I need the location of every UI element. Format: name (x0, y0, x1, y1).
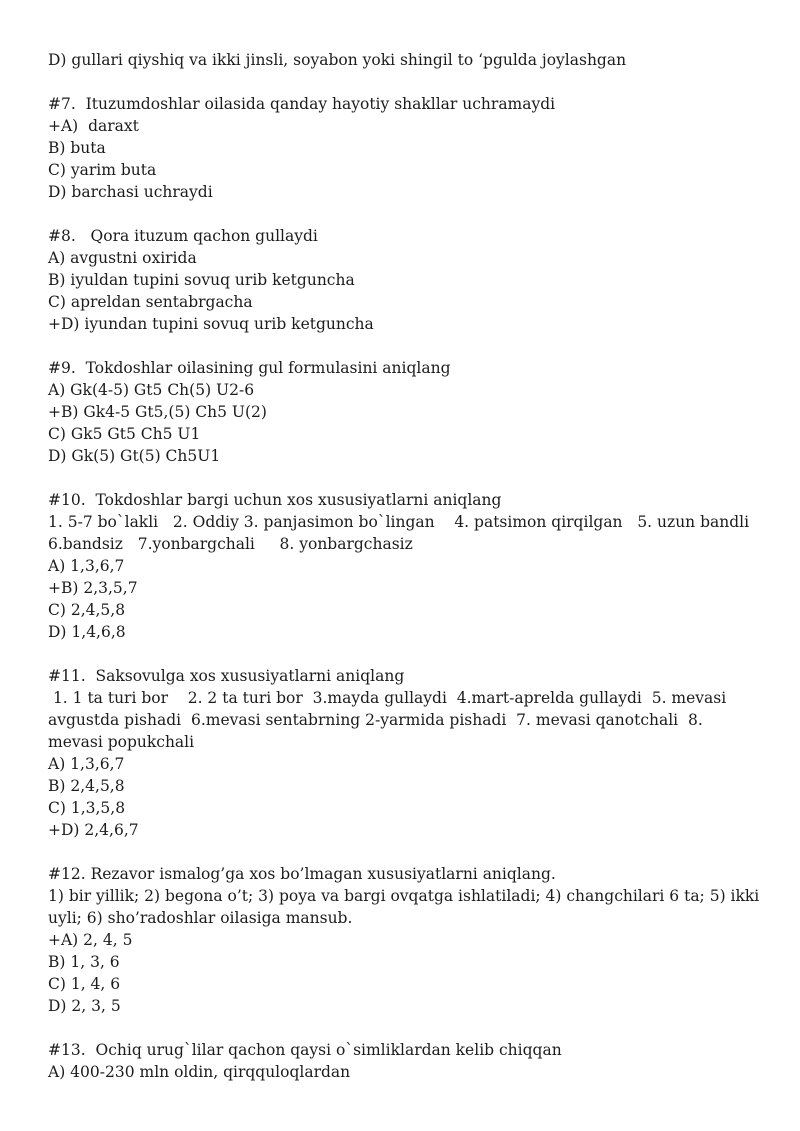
answer-option: +A) daraxt (48, 117, 139, 135)
answer-option: A) 1,3,6,7 (48, 557, 125, 575)
question-title: #8. Qora ituzum qachon gullaydi (48, 227, 318, 245)
spacer (48, 467, 760, 489)
answer-option: D) Gk(5) Gt(5) Ch5U1 (48, 447, 221, 465)
question-title: #11. Saksovulga xos xususiyatlarni aniqlang (48, 667, 405, 685)
answer-option: C) Gk5 Gt5 Ch5 U1 (48, 425, 201, 443)
answer-option: B) 1, 3, 6 (48, 953, 120, 971)
answer-option: +A) 2, 4, 5 (48, 931, 133, 949)
answer-option: +D) 2,4,6,7 (48, 821, 139, 839)
answer-option: A) 1,3,6,7 (48, 755, 125, 773)
answer-option: +D) iyundan tupini sovuq urib ketguncha (48, 315, 374, 333)
spacer (48, 1017, 760, 1039)
answer-option: A) Gk(4-5) Gt5 Ch(5) U2-6 (48, 381, 255, 399)
question-title: #12. Rezavor ismalog’ga xos bo’lmagan xususiyatlarni aniqlang. (48, 865, 556, 883)
answer-option: D) gullari qiyshiq va ikki jinsli, soyabon yoki shingil to ‘pgulda joylashgan (48, 51, 627, 69)
spacer (48, 841, 760, 863)
answer-option: B) iyuldan tupini sovuq urib ketguncha (48, 271, 355, 289)
spacer (48, 335, 760, 357)
answer-option: C) apreldan sentabrgacha (48, 293, 253, 311)
spacer (48, 71, 760, 93)
question-title: #9. Tokdoshlar oilasining gul formulasini aniqlang (48, 359, 451, 377)
question-block (48, 1039, 760, 1083)
question-title: #10. Tokdoshlar bargi uchun xos xususiyatlarni aniqlang (48, 491, 502, 509)
answer-option: B) buta (48, 139, 106, 157)
answer-option: C) 2,4,5,8 (48, 601, 126, 619)
spacer (48, 203, 760, 225)
question-block (48, 357, 760, 467)
document-page (48, 49, 765, 1083)
answer-option: D) 2, 3, 5 (48, 997, 121, 1015)
spacer (48, 643, 760, 665)
answer-option: D) 1,4,6,8 (48, 623, 126, 641)
question-block (48, 93, 760, 203)
question-stem: 1. 1 ta turi bor 2. 2 ta turi bor 3.mayda gullaydi 4.mart-aprelda gullaydi 5. mevasi avgustda pishadi 6.mevasi sentabrning 2-yarmida pishadi 7. mevasi qanotchali 8. mevasi popukchali (48, 689, 732, 751)
answer-option: D) barchasi uchraydi (48, 183, 213, 201)
question-stem: 1) bir yillik; 2) begona o’t; 3) poya va bargi ovqatga ishlatiladi; 4) changchilari 6 ta; 5) ikki uyli; 6) sho’radoshlar oilasiga mansub. (48, 887, 765, 927)
question-block (48, 665, 760, 841)
answer-option: A) avgustni oxirida (48, 249, 197, 267)
answer-option: A) 400-230 mln oldin, qirqquloqlardan (48, 1063, 351, 1081)
answer-option: +B) Gk4-5 Gt5,(5) Ch5 U(2) (48, 403, 267, 421)
question-stem: 1. 5-7 bo`lakli 2. Oddiy 3. panjasimon bo`lingan 4. patsimon qirqilgan 5. uzun bandli 6.bandsiz 7.yonbargchali 8. yonbargchasiz (48, 513, 755, 553)
question-title: #13. Ochiq urug`lilar qachon qaysi o`simliklardan kelib chiqqan (48, 1041, 562, 1059)
answer-option: C) 1,3,5,8 (48, 799, 126, 817)
answer-option: C) yarim buta (48, 161, 157, 179)
question-block (48, 225, 760, 335)
answer-option: B) 2,4,5,8 (48, 777, 125, 795)
question-block (48, 489, 760, 643)
question-title: #7. Ituzumdoshlar oilasida qanday hayotiy shakllar uchramaydi (48, 95, 556, 113)
question-block (48, 863, 765, 1017)
answer-option: C) 1, 4, 6 (48, 975, 121, 993)
answer-option: +B) 2,3,5,7 (48, 579, 138, 597)
